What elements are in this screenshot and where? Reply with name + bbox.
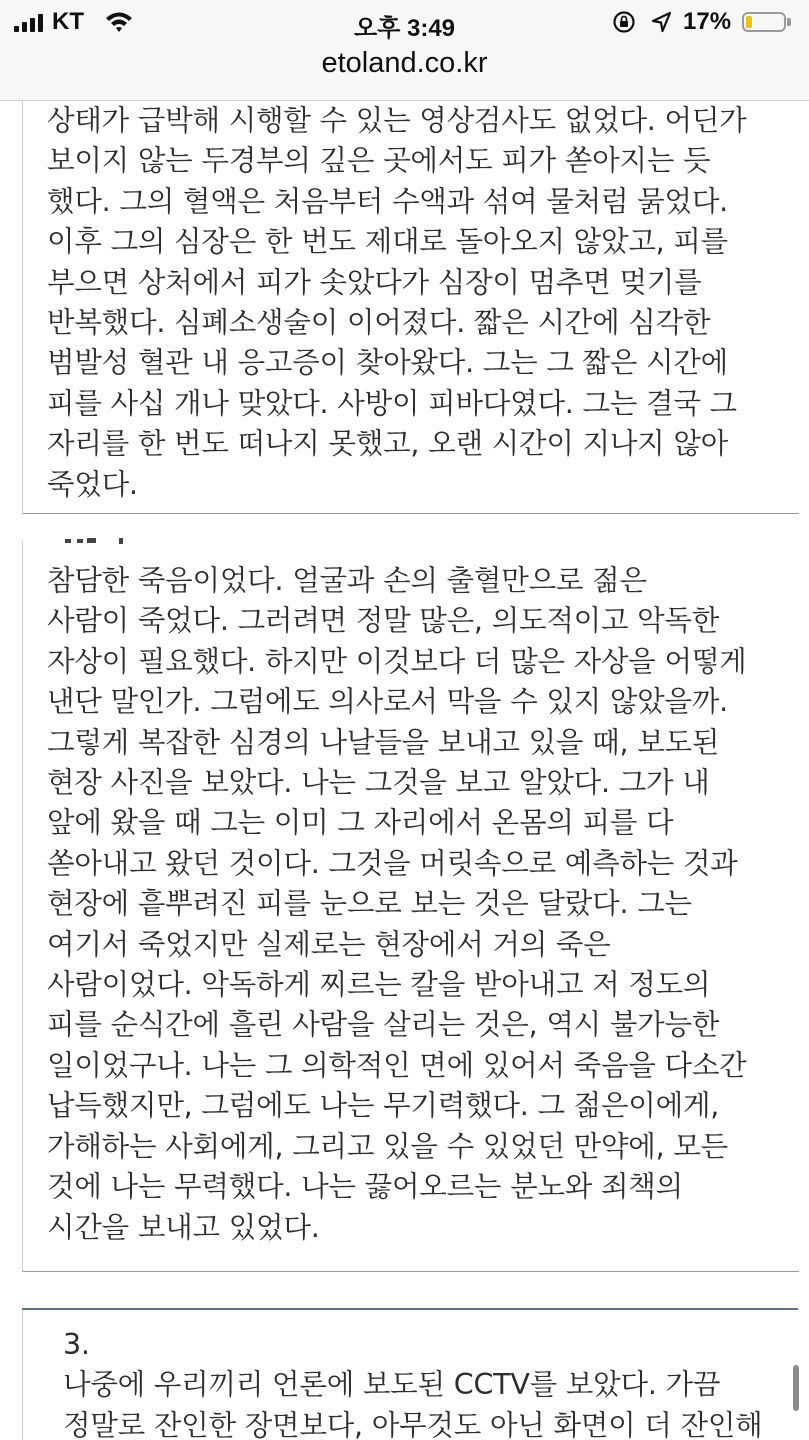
location-icon: [650, 10, 672, 34]
text-line: 일이었구나. 나는 그 의학적인 면에 있어서 죽음을 다소간: [47, 1048, 747, 1082]
orientation-lock-icon: [612, 10, 636, 34]
battery-fill: [746, 16, 752, 28]
text-line: 범발성 혈관 내 응고증이 찾아왔다. 그는 그 짧은 시간에: [47, 346, 729, 380]
battery-cap: [787, 18, 791, 26]
text-line: 사람이 죽었다. 그러려면 정말 많은, 의도적이고 악독한: [47, 604, 720, 638]
battery-icon: [742, 12, 786, 32]
text-line: 그렇게 복잡한 심경의 나날들을 보내고 있을 때, 보도된: [47, 725, 720, 759]
carrier-label: KT: [52, 8, 84, 35]
article-paragraph-3: [63, 1325, 763, 1440]
text-line: 자리를 한 번도 떠나지 못했고, 오랜 시간이 지나지 않아: [47, 427, 729, 461]
article-block-1: [22, 101, 799, 514]
text-line: 보이지 않는 두경부의 깊은 곳에서도 피가 쏟아지는 듯: [47, 144, 711, 178]
url-bar[interactable]: [0, 44, 809, 101]
text-line: 죽었다.: [47, 467, 138, 501]
text-line: 가해하는 사회에게, 그리고 있을 수 있었던 만약에, 모든: [47, 1129, 729, 1163]
text-line: 피를 사십 개나 맞았다. 사방이 피바다였다. 그는 결국 그: [47, 386, 737, 420]
text-line: 여기서 죽었지만 실제로는 현장에서 거의 죽은: [47, 927, 611, 961]
text-line: 자상이 필요했다. 하지만 이것보다 더 많은 자상을 어떻게: [47, 644, 747, 678]
text-line: 3.: [63, 1328, 90, 1361]
text-line: 상태가 급박해 시행할 수 있는 영상검사도 없었다. 어딘가: [47, 104, 747, 137]
status-bar: [0, 0, 809, 44]
article-paragraph-2: [47, 561, 747, 1248]
text-line: 반복했다. 심폐소생술이 이어졌다. 짧은 시간에 심각한: [47, 306, 711, 340]
article-content: [0, 101, 809, 1440]
text-line: 낸단 말인가. 그럼에도 의사로서 막을 수 있지 않았을까.: [47, 685, 729, 719]
text-line: 납득했지만, 그럼에도 나는 무기력했다. 그 젊은이에게,: [47, 1089, 720, 1123]
scrollbar[interactable]: [793, 1365, 799, 1411]
text-line: 현장 사진을 보았다. 나는 그것을 보고 알았다. 그가 내: [47, 766, 710, 800]
url-domain[interactable]: etoland.co.kr: [321, 47, 488, 79]
cropped-text-fragment: [63, 535, 143, 549]
battery-percent: 17%: [683, 8, 732, 35]
text-line: 정말로 잔인한 장면보다, 아무것도 아닌 화면이 더 잔인해: [63, 1408, 763, 1440]
text-line: 이후 그의 심장은 한 번도 제대로 돌아오지 않았고, 피를: [47, 225, 729, 259]
text-line: 앞에 왔을 때 그는 이미 그 자리에서 온몸의 피를 다: [47, 806, 674, 840]
text-line: 시간을 보내고 있었다.: [47, 1210, 320, 1244]
article-block-2: [22, 541, 799, 1272]
clock: 오후 3:49: [353, 15, 456, 42]
text-line: 참담한 죽음이었다. 얼굴과 손의 출혈만으로 젊은: [47, 564, 647, 597]
article-block-3: [22, 1310, 799, 1440]
text-line: 피를 순식간에 흘린 사람을 살리는 것은, 역시 불가능한: [47, 1008, 720, 1042]
article-paragraph-1: [47, 101, 747, 505]
text-line: 현장에 흩뿌려진 피를 눈으로 보는 것은 달랐다. 그는: [47, 887, 692, 921]
text-line: 했다. 그의 혈액은 처음부터 수액과 섞여 물처럼 묽었다.: [47, 184, 729, 218]
text-line: 사람이었다. 악독하게 찌르는 칼을 받아내고 저 정도의: [47, 968, 711, 1002]
text-line: 부으면 상처에서 피가 솟았다가 심장이 멈추면 멎기를: [47, 265, 702, 299]
text-line: 나중에 우리끼리 언론에 보도된 CCTV를 보았다. 가끔: [63, 1368, 721, 1402]
text-line: 쏟아내고 왔던 것이다. 그것을 머릿속으로 예측하는 것과: [47, 846, 738, 880]
text-line: 것에 나는 무력했다. 나는 끓어오르는 분노와 죄책의: [47, 1170, 683, 1204]
